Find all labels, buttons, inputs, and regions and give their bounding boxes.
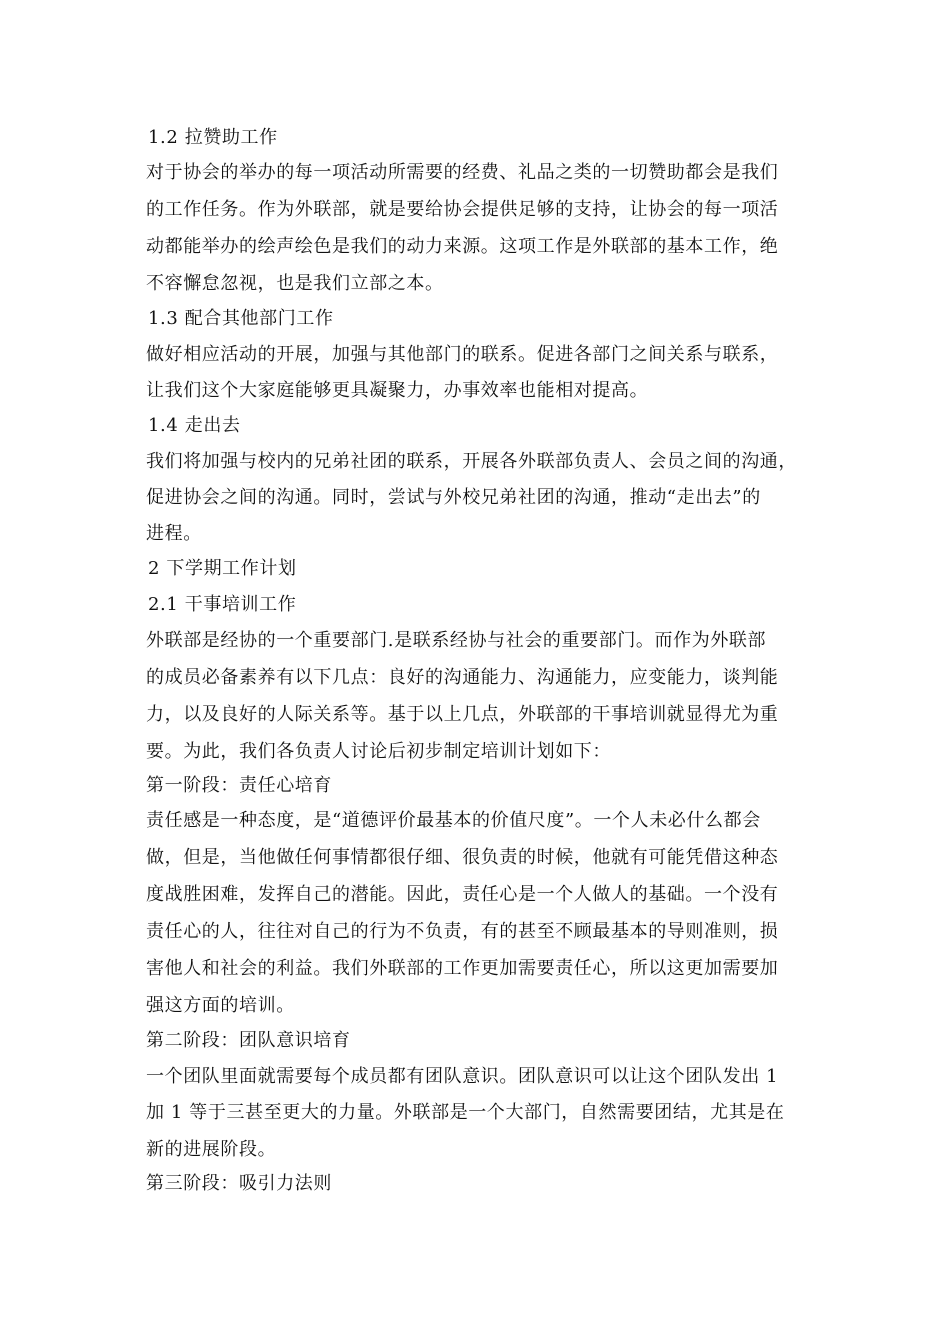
- paragraph-line: 的工作任务。作为外联部，就是要给协会提供足够的支持，让协会的每一项活: [146, 199, 779, 220]
- paragraph-line: 促进协会之间的沟通。同时，尝试与外校兄弟社团的沟通，推动“走出去”的: [146, 487, 761, 508]
- section-heading-2: 2 下学期工作计划: [148, 558, 297, 579]
- paragraph-line: 要。为此，我们各负责人讨论后初步制定培训计划如下：: [146, 741, 611, 762]
- paragraph-line: 加 1 等于三甚至更大的力量。外联部是一个大部门，自然需要团结，尤其是在: [146, 1102, 785, 1123]
- stage-heading-3: 第三阶段：吸引力法则: [146, 1173, 332, 1194]
- section-heading-1-3: 1.3 配合其他部门工作: [148, 308, 334, 329]
- section-heading-1-4: 1.4 走出去: [148, 415, 241, 436]
- paragraph-line: 做好相应活动的开展，加强与其他部门的联系。促进各部门之间关系与联系，: [146, 344, 779, 365]
- paragraph-line: 我们将加强与校内的兄弟社团的联系，开展各外联部负责人、会员之间的沟通，: [146, 451, 797, 472]
- paragraph-line: 力，以及良好的人际关系等。基于以上几点，外联部的干事培训就显得尤为重: [146, 704, 779, 725]
- stage-heading-1: 第一阶段：责任心培育: [146, 775, 332, 796]
- paragraph-line: 动都能举办的绘声绘色是我们的动力来源。这项工作是外联部的基本工作，绝: [146, 236, 779, 257]
- paragraph-line: 不容懈怠忽视，也是我们立部之本。: [146, 273, 444, 294]
- paragraph-line: 的成员必备素养有以下几点：良好的沟通能力、沟通能力，应变能力，谈判能: [146, 667, 779, 688]
- paragraph-line: 害他人和社会的利益。我们外联部的工作更加需要责任心，所以这更加需要加: [146, 958, 779, 979]
- paragraph-line: 对于协会的举办的每一项活动所需要的经费、礼品之类的一切赞助都会是我们: [146, 162, 779, 183]
- stage-heading-2: 第二阶段：团队意识培育: [146, 1030, 351, 1051]
- paragraph-line: 新的进展阶段。: [146, 1139, 277, 1160]
- paragraph-line: 度战胜困难，发挥自己的潜能。因此，责任心是一个人做人的基础。一个没有: [146, 884, 779, 905]
- paragraph-line: 一个团队里面就需要每个成员都有团队意识。团队意识可以让这个团队发出 1: [146, 1066, 779, 1087]
- paragraph-line: 责任心的人，往往对自己的行为不负责，有的甚至不顾最基本的导则准则，损: [146, 921, 779, 942]
- paragraph-line: 责任感是一种态度，是“道德评价最基本的价值尺度”。一个人未必什么都会: [146, 810, 761, 831]
- section-heading-2-1: 2.1 干事培训工作: [148, 594, 297, 615]
- paragraph-line: 外联部是经协的一个重要部门.是联系经协与社会的重要部门。而作为外联部: [146, 630, 767, 651]
- paragraph-line: 让我们这个大家庭能够更具凝聚力，办事效率也能相对提高。: [146, 380, 649, 401]
- paragraph-line: 进程。: [146, 523, 202, 544]
- section-heading-1-2: 1.2 拉赞助工作: [148, 127, 278, 148]
- paragraph-line: 强这方面的培训。: [146, 995, 295, 1016]
- paragraph-line: 做，但是，当他做任何事情都很仔细、很负责的时候，他就有可能凭借这种态: [146, 847, 779, 868]
